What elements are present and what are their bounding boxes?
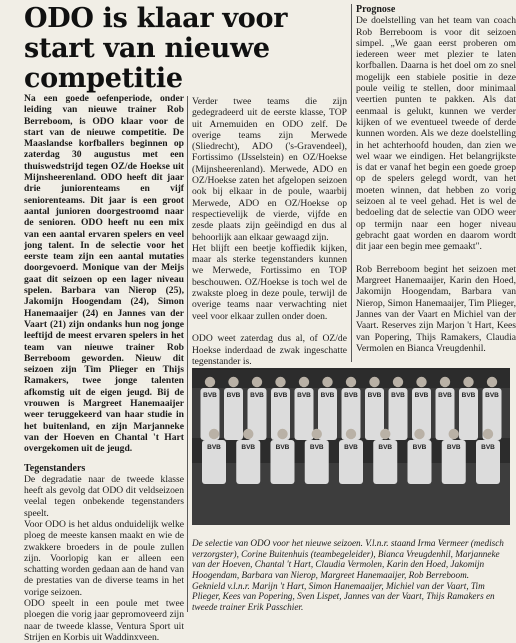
column-2-body: Verder twee teams die zijn gedegradeerd uit de eerste klasse, TOP uit Arnemuiden en ODO zelf. De overige teams zijn Merwede (Sliedrecht), ADO ('s-Gravendeel), Fortissimo (IJsselstein) en OZ/Hoekse (Mijnsheerenland). Merwede, ADO en OZ/Hoekse zaten het afgelopen seizoen ook bij elkaar in de poule, waarbij Merwede, ADO en OZ/Hoekse op respectievelijk de vierde, vijfde en zesde plaats zijn geëindigd en dus al behoorlijk aan elkaar gewaagd zijn. Het blijft een beetje koffiedik kijken, maar als sterke tegenstanders kunnen we Merwede, Fortissimo en TOP beschouwen. OZ/Hoekse is toch wel de zwakste ploeg in deze poule, terwijl de overige teams naar verwachting niet veel voor elkaar zullen onder doen. ODO weet zaterdag dus al, of OZ/de Hoekse inderdaad de zwak ingeschatte tegenstander is. bbox=[192, 96, 347, 367]
column-1 bbox=[24, 93, 184, 643]
shirt-logo: BVB bbox=[461, 392, 476, 399]
subheading-prognose: Prognose bbox=[356, 4, 396, 15]
team-photo-image bbox=[192, 368, 510, 525]
column-rule-1 bbox=[187, 96, 188, 612]
shirt-logo: BVB bbox=[438, 392, 452, 399]
shirt-logo: BVB bbox=[273, 392, 288, 399]
shirt-logo: BVB bbox=[344, 392, 358, 399]
shirt-logo: BVB bbox=[207, 444, 221, 451]
column-1-body: De degradatie naar de tweede klasse heeft als gevolg dat ODO dit veldseizoen veelal tegen onbekende tegenstanders speelt. Voor ODO is het aldus onduidelijk welke ploeg de meeste kansen maakt en wie de zwakkere broeders in de poule zullen zijn. Voorlopig kan er alleen een schatting worden gedaan aan de hand van de prestaties van de diverse teams in het vorige seizoen. ODO speelt in een poule met twee ploegen die vorig jaar gepromoveerd zijn naar de tweede klasse, Ventura Sport uit Strijen en Korbis uit Waddinxveen. bbox=[24, 473, 184, 643]
shirt-logo: BVB bbox=[297, 392, 311, 399]
shirt-logo: BVB bbox=[344, 444, 358, 451]
shirt-logo: BVB bbox=[412, 444, 427, 451]
shirt-logo: BVB bbox=[309, 444, 324, 451]
shirt-logo: BVB bbox=[241, 444, 256, 451]
column-2 bbox=[192, 96, 347, 367]
column-3-body: De doelstelling van het team van coach Rob Berreboom is voor dit seizoen simpel. „We gaan eerst proberen om iedereen weer met plezier te laten korfballen. Daarna is het doel om zo snel mogelijk een stabiele positie in deze poule veilig te stellen, door minimaal veertien punten te pakken. Als dat eenmaal is gelukt, kunnen we verder kijken of we eventueel tweede of derde kunnen worden. Als we deze doelstelling in het achterhoofd houden, dan zien we wel waar we eindigen. Het belangrijkste is dat er vanaf het begin een goede groep op de spelers gelegd wordt, van het moeten winnen, dat hebben zo vorig seizoen al te veel gehad. Het is wel de bedoeling dat de selectie van ODO weer op termijn naar een hoger niveau gebracht gaat worden en daarom wordt dit jaar een begin mee gemaakt". Rob Berreboom begint het seizoen met Margreet Hanemaaijer, Karin den Hoed, Jakomijn Hoogendam, Barbara van Nierop, Simon Hanemaaijer, Tim Plieger, Jannes van der Vaart en Michiel van der Vaart. Reserves zijn Marjon 't Hart, Kees van Popering, Thijs Ramakers, Claudia Vermolen en Bianca Vreugdenhil. bbox=[356, 15, 516, 354]
shirt-logo: BVB bbox=[226, 392, 241, 399]
shirt-logo: BVB bbox=[391, 392, 405, 399]
subheading-tegenstanders: Tegenstanders bbox=[24, 462, 86, 474]
column-rule-2 bbox=[351, 4, 352, 362]
shirt-logo: BVB bbox=[378, 444, 393, 451]
column-3 bbox=[356, 4, 516, 354]
headline: ODO is klaar voor start van nieuwe competitie bbox=[24, 3, 288, 94]
kneeling-row bbox=[202, 429, 500, 484]
team-photo bbox=[192, 368, 510, 525]
shirt-logo: BVB bbox=[446, 444, 461, 451]
shirt-logo: BVB bbox=[485, 392, 499, 399]
shirt-logo: BVB bbox=[367, 392, 382, 399]
lead-paragraph: Na een goede oefenperiode, onder leiding van nieuwe trainer Rob Berreboom, is ODO klaar voor de start van de nieuwe competitie. De Maaslandse korfballers beginnen op zaterdag 30 augustus met een thuiswedstrijd tegen OZ/de Hoekse uit Mijnsheerenland. ODO heeft dit jaar drie juniorenteams en vijf seniorenteams. Dit jaar is een groot aantal junioren doorgestroomd naar de senioren. ODO heeft nu een mix van een aantal ervaren spelers en veel jong talent. In de selectie voor het eerste team zijn een aantal mutaties doorgevoerd. Monique van der Meijs gaat dit seizoen op een lager niveau spelen. Barbara van Nierop (25), Jakomijn Hoogendam (24), Simon Hanemaaijer (24) en Jannes van der Vaart (21) zijn ondanks hun nog jonge leeftijd de meest ervaren spelers in het team van nieuwe trainer Rob Berreboom geworden. Nieuw dit seizoen zijn Tim Plieger en Thijs Ramakers, twee jonge talenten afkomstig uit de eigen jeugd. Bij de vrouwen is Margreet Hanemaaijer weer teruggekeerd van haar studie in het buitenland, en zijn Marjanneke van der Hoeven en Chantal 't Hart overgekomen uit de jeugd. bbox=[24, 93, 184, 455]
shirt-logo: BVB bbox=[320, 392, 335, 399]
shirt-logo: BVB bbox=[203, 392, 217, 399]
shirt-logo: BVB bbox=[275, 444, 290, 451]
shirt-logo: BVB bbox=[250, 392, 264, 399]
shirt-logo: BVB bbox=[414, 392, 429, 399]
photo-caption: De selectie van ODO voor het nieuwe seizoen. V.l.n.r. staand Irma Vermeer (medisch verzorgster), Corine Buitenhuis (teambegeleider), Bianca Vreugdenhil, Marjanneke van der Hoeven, Chantal 't Hart, Claudia Vermolen, Karin den Hoed, Jakomijn Hoogendam, Barbara van Nierop, Margreet Hanemaaijer, Rob Berreboom. Geknield v.l.n.r. Marijn 't Hart, Simon Hanemaaijer, Michiel van der Vaart, Tim Plieger, Kees van Popering, Sven Lispet, Jannes van der Vaart, Thijs Ramakers en tweede trainer Erik Passchier. bbox=[192, 538, 504, 612]
shirt-logo: BVB bbox=[481, 444, 495, 451]
